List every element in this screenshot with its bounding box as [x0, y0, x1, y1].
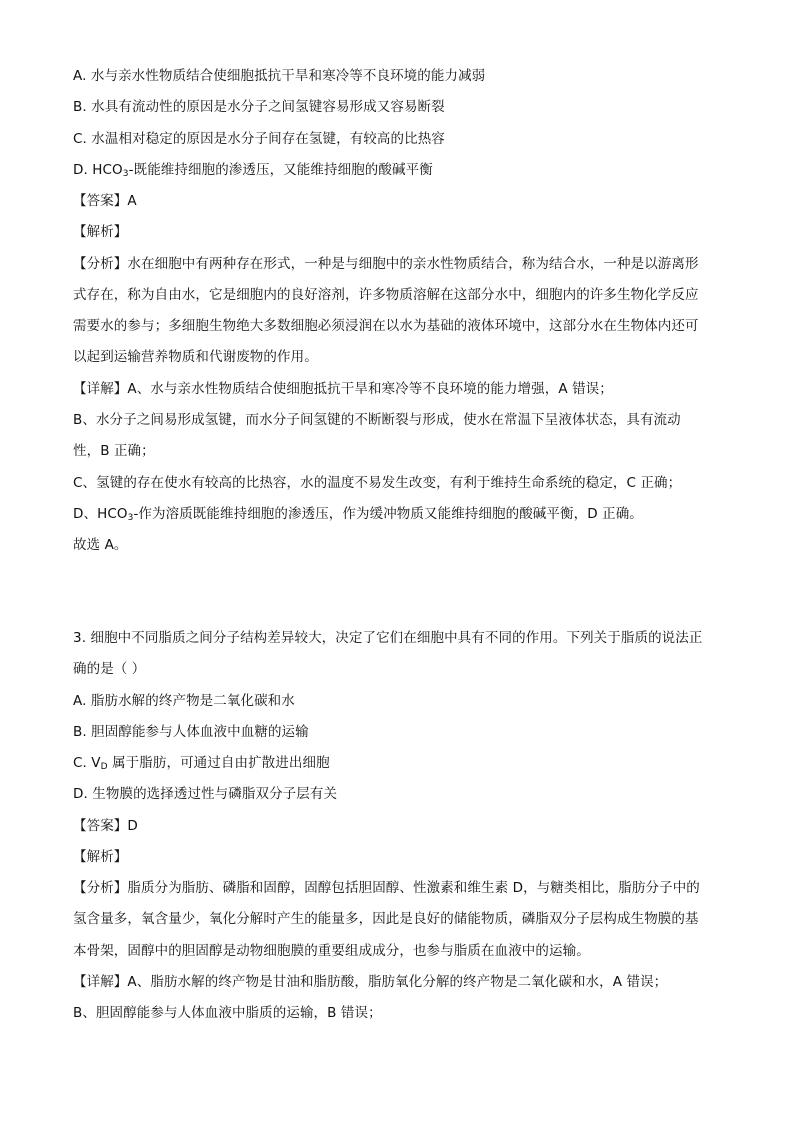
q3-option-c-pre: C. V — [73, 755, 101, 771]
q2-option-d — [73, 160, 733, 180]
q3-option-c — [73, 753, 733, 773]
q3-xiangjie-line2: B、胆固醇能参与人体血液中脂质的运输，B 错误； — [73, 1005, 382, 1021]
q2-xiangjie-line4: C、氢键的存在使水有较高的比热容，水的温度不易发生改变，有利于维持生命系统的稳定，C 正确； — [73, 475, 682, 491]
fenxi-tag: 【分析】 — [73, 256, 128, 272]
q2-option-c: C. 水温相对稳定的原因是水分子间存在氢键，有较高的比热容 — [73, 131, 445, 147]
q3-option-b: B. 胆固醇能参与人体血液中血糖的运输 — [73, 724, 309, 740]
q2-xiangjie-line5 — [73, 504, 733, 524]
q3-option-c-post: 属于脂肪，可通过自由扩散进出细胞 — [107, 755, 330, 771]
q2-jiexi-heading: 【解析】 — [73, 224, 128, 240]
q3-stem-line1: 3. 细胞中不同脂质之间分子结构差异较大，决定了它们在细胞中具有不同的作用。下列关于脂质的说法正 — [73, 630, 703, 646]
answer-value: D — [127, 818, 138, 834]
q2-xiangjie-line5-pre: D、HCO — [73, 506, 128, 522]
q2-xiangjie-line3: 性，B 正确； — [73, 443, 155, 459]
q2-xiangjie-line5-sub: 3 — [127, 513, 134, 523]
q2-fenxi-text1: 水在细胞中有两种存在形式，一种是与细胞中的亲水性物质结合，称为结合水，一种是以游离形 — [127, 256, 699, 272]
answer-tag: 【答案】 — [73, 818, 128, 834]
q3-stem-line2: 确的是（ ） — [73, 661, 146, 677]
q3-fenxi-text1: 脂质分为脂肪、磷脂和固醇，固醇包括胆固醇、性激素和维生素 D，与糖类相比，脂肪分子中的 — [127, 880, 700, 896]
q2-fenxi-line4: 以起到运输营养物质和代谢废物的作用。 — [73, 349, 318, 365]
answer-value: A — [127, 193, 137, 209]
q3-answer — [73, 816, 733, 836]
q3-xiangjie-text1: A、脂肪水解的终产物是甘油和脂肪酸，脂肪氧化分解的终产物是二氧化碳和水，A 错误； — [127, 974, 668, 990]
q2-option-a: A. 水与亲水性物质结合使细胞抵抗干旱和寒冷等不良环境的能力减弱 — [73, 68, 486, 84]
q2-answer — [73, 191, 733, 211]
q2-fenxi-line2: 式存在，称为自由水，它是细胞内的良好溶剂，许多物质溶解在这部分水中，细胞内的许多生物化学反应 — [73, 287, 699, 303]
q3-fenxi-line1 — [73, 878, 733, 898]
fenxi-tag: 【分析】 — [73, 880, 128, 896]
q2-xiangjie-text1: A、水与亲水性物质结合使细胞抵抗干旱和寒冷等不良环境的能力增强，A 错误； — [127, 381, 613, 397]
q3-jiexi-heading: 【解析】 — [73, 849, 128, 865]
xiangjie-tag: 【详解】 — [73, 974, 128, 990]
q3-xiangjie-line1 — [73, 972, 733, 992]
q2-xiangjie-line5-post: -作为溶质既能维持细胞的渗透压，作为缓冲物质又能维持细胞的酸碱平衡，D 正确。 — [133, 506, 643, 522]
q2-xiangjie-line2: B、水分子之间易形成氢键，而水分子间氢键的不断断裂与形成，使水在常温下呈液体状态，具有流动 — [73, 412, 681, 428]
q2-xiangjie-line1 — [73, 379, 733, 399]
q3-fenxi-line2: 氢含量多，氧含量少，氧化分解时产生的能量多，因此是良好的储能物质，磷脂双分子层构成生物膜的基 — [73, 911, 699, 927]
q3-option-d: D. 生物膜的选择透过性与磷脂双分子层有关 — [73, 786, 338, 802]
q2-conclusion: 故选 A。 — [73, 537, 128, 553]
q2-fenxi-line1 — [73, 254, 733, 274]
xiangjie-tag: 【详解】 — [73, 381, 128, 397]
answer-tag: 【答案】 — [73, 193, 128, 209]
q2-option-d-pre: D. HCO — [73, 162, 123, 178]
q3-fenxi-line3: 本骨架，固醇中的胆固醇是动物细胞膜的重要组成成分，也参与脂质在血液中的运输。 — [73, 943, 590, 959]
q2-option-b: B. 水具有流动性的原因是水分子之间氢键容易形成又容易断裂 — [73, 99, 445, 115]
q2-option-d-sub: 3 — [122, 169, 129, 179]
q3-option-c-sub: D — [100, 762, 108, 772]
q2-option-d-post: -既能维持细胞的渗透压，又能维持细胞的酸碱平衡 — [128, 162, 433, 178]
q2-fenxi-line3: 需要水的参与；多细胞生物绝大多数细胞必须浸润在以水为基础的液体环境中，这部分水在生物体内还可 — [73, 318, 699, 334]
q3-option-a: A. 脂肪水解的终产物是二氧化碳和水 — [73, 693, 295, 709]
